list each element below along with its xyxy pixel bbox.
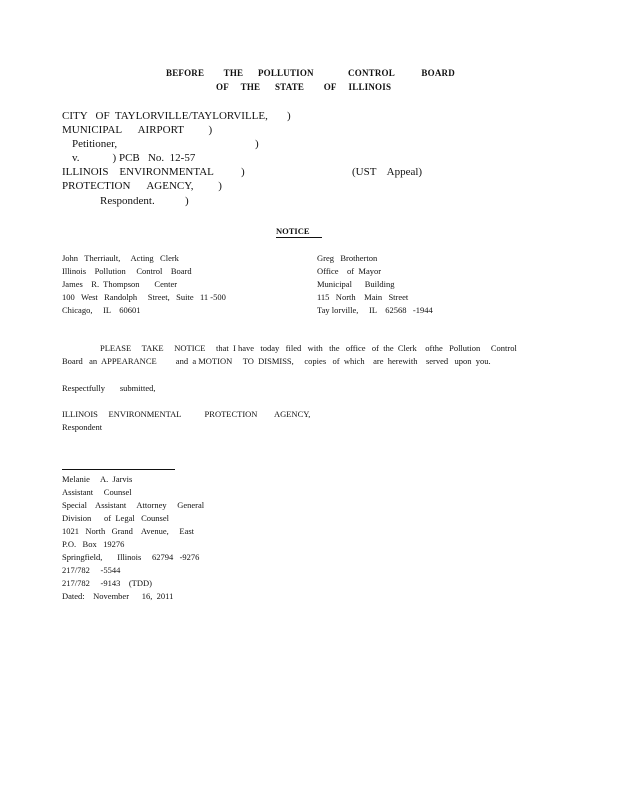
address-line: Municipal Building	[317, 279, 395, 289]
caption-respondent-name: ILLINOIS ENVIRONMENTAL )	[62, 166, 245, 178]
caption-petitioner-name: CITY OF TAYLORVILLE/TAYLORVILLE,	[62, 110, 268, 122]
notice-title-underline	[276, 237, 322, 238]
caption-paren-1: )	[287, 110, 291, 122]
signature-line-text: Assistant Counsel	[62, 487, 132, 497]
closing-text: Respectfully submitted,	[62, 383, 156, 393]
agency-name: ILLINOIS ENVIRONMENTAL PROTECTION AGENCY,	[62, 409, 311, 419]
address-line: Illinois Pollution Control Board	[62, 266, 192, 276]
caption-petitioner-name-cont: MUNICIPAL AIRPORT )	[62, 124, 213, 136]
notice-body-line-2: Board an APPEARANCE and a MOTION TO DISMISS, copies of which are herewith served upon you.	[62, 356, 491, 366]
address-line: John Therriault, Acting Clerk	[62, 253, 179, 263]
agency-role: Respondent	[62, 422, 103, 432]
signature-line-text: P.O. Box 19276	[62, 539, 125, 549]
caption-petitioner-label: Petitioner,	[72, 138, 118, 150]
address-line: 115 North Main Street	[317, 292, 409, 302]
address-line: Tay lorville, IL 62568 -1944	[317, 305, 433, 315]
caption-respondent-name-cont: PROTECTION AGENCY, )	[62, 180, 222, 192]
address-line: Greg Brotherton	[317, 253, 378, 263]
signature-line-text: 1021 North Grand Avenue, East	[62, 526, 195, 536]
caption-paren-3: )	[255, 138, 259, 150]
caption-case-number: v. ) PCB No. 12-57	[72, 152, 196, 164]
signature-line-text: 217/782 -5544	[62, 565, 121, 575]
signature-line-text: Special Assistant Attorney General	[62, 500, 205, 510]
header-line-1: BEFORE THE POLLUTION CONTROL BOARD	[166, 68, 455, 78]
signature-line-text: 217/782 -9143 (TDD)	[62, 578, 152, 588]
address-line: Office of Mayor	[317, 266, 382, 276]
caption-appeal-type: (UST Appeal)	[352, 166, 423, 178]
signature-line-text: Melanie A. Jarvis	[62, 474, 133, 484]
signature-line-text: Division of Legal Counsel	[62, 513, 169, 523]
signature-line-text: Springfield, Illinois 62794 -9276	[62, 552, 200, 562]
address-line: Chicago, IL 60601	[62, 305, 141, 315]
caption-respondent-label: Respondent. )	[100, 195, 189, 207]
notice-body-line-1: PLEASE TAKE NOTICE that I have today filed with the office of the Clerk ofthe Pollution Control	[100, 343, 517, 353]
signature-date: Dated: November 16, 2011	[62, 591, 174, 601]
address-line: 100 West Randolph Street, Suite 11 -500	[62, 292, 226, 302]
signature-line	[62, 469, 175, 470]
header-line-2: OF THE STATE OF ILLINOIS	[216, 82, 392, 92]
notice-title: NOTICE	[276, 226, 310, 236]
address-line: James R. Thompson Center	[62, 279, 178, 289]
